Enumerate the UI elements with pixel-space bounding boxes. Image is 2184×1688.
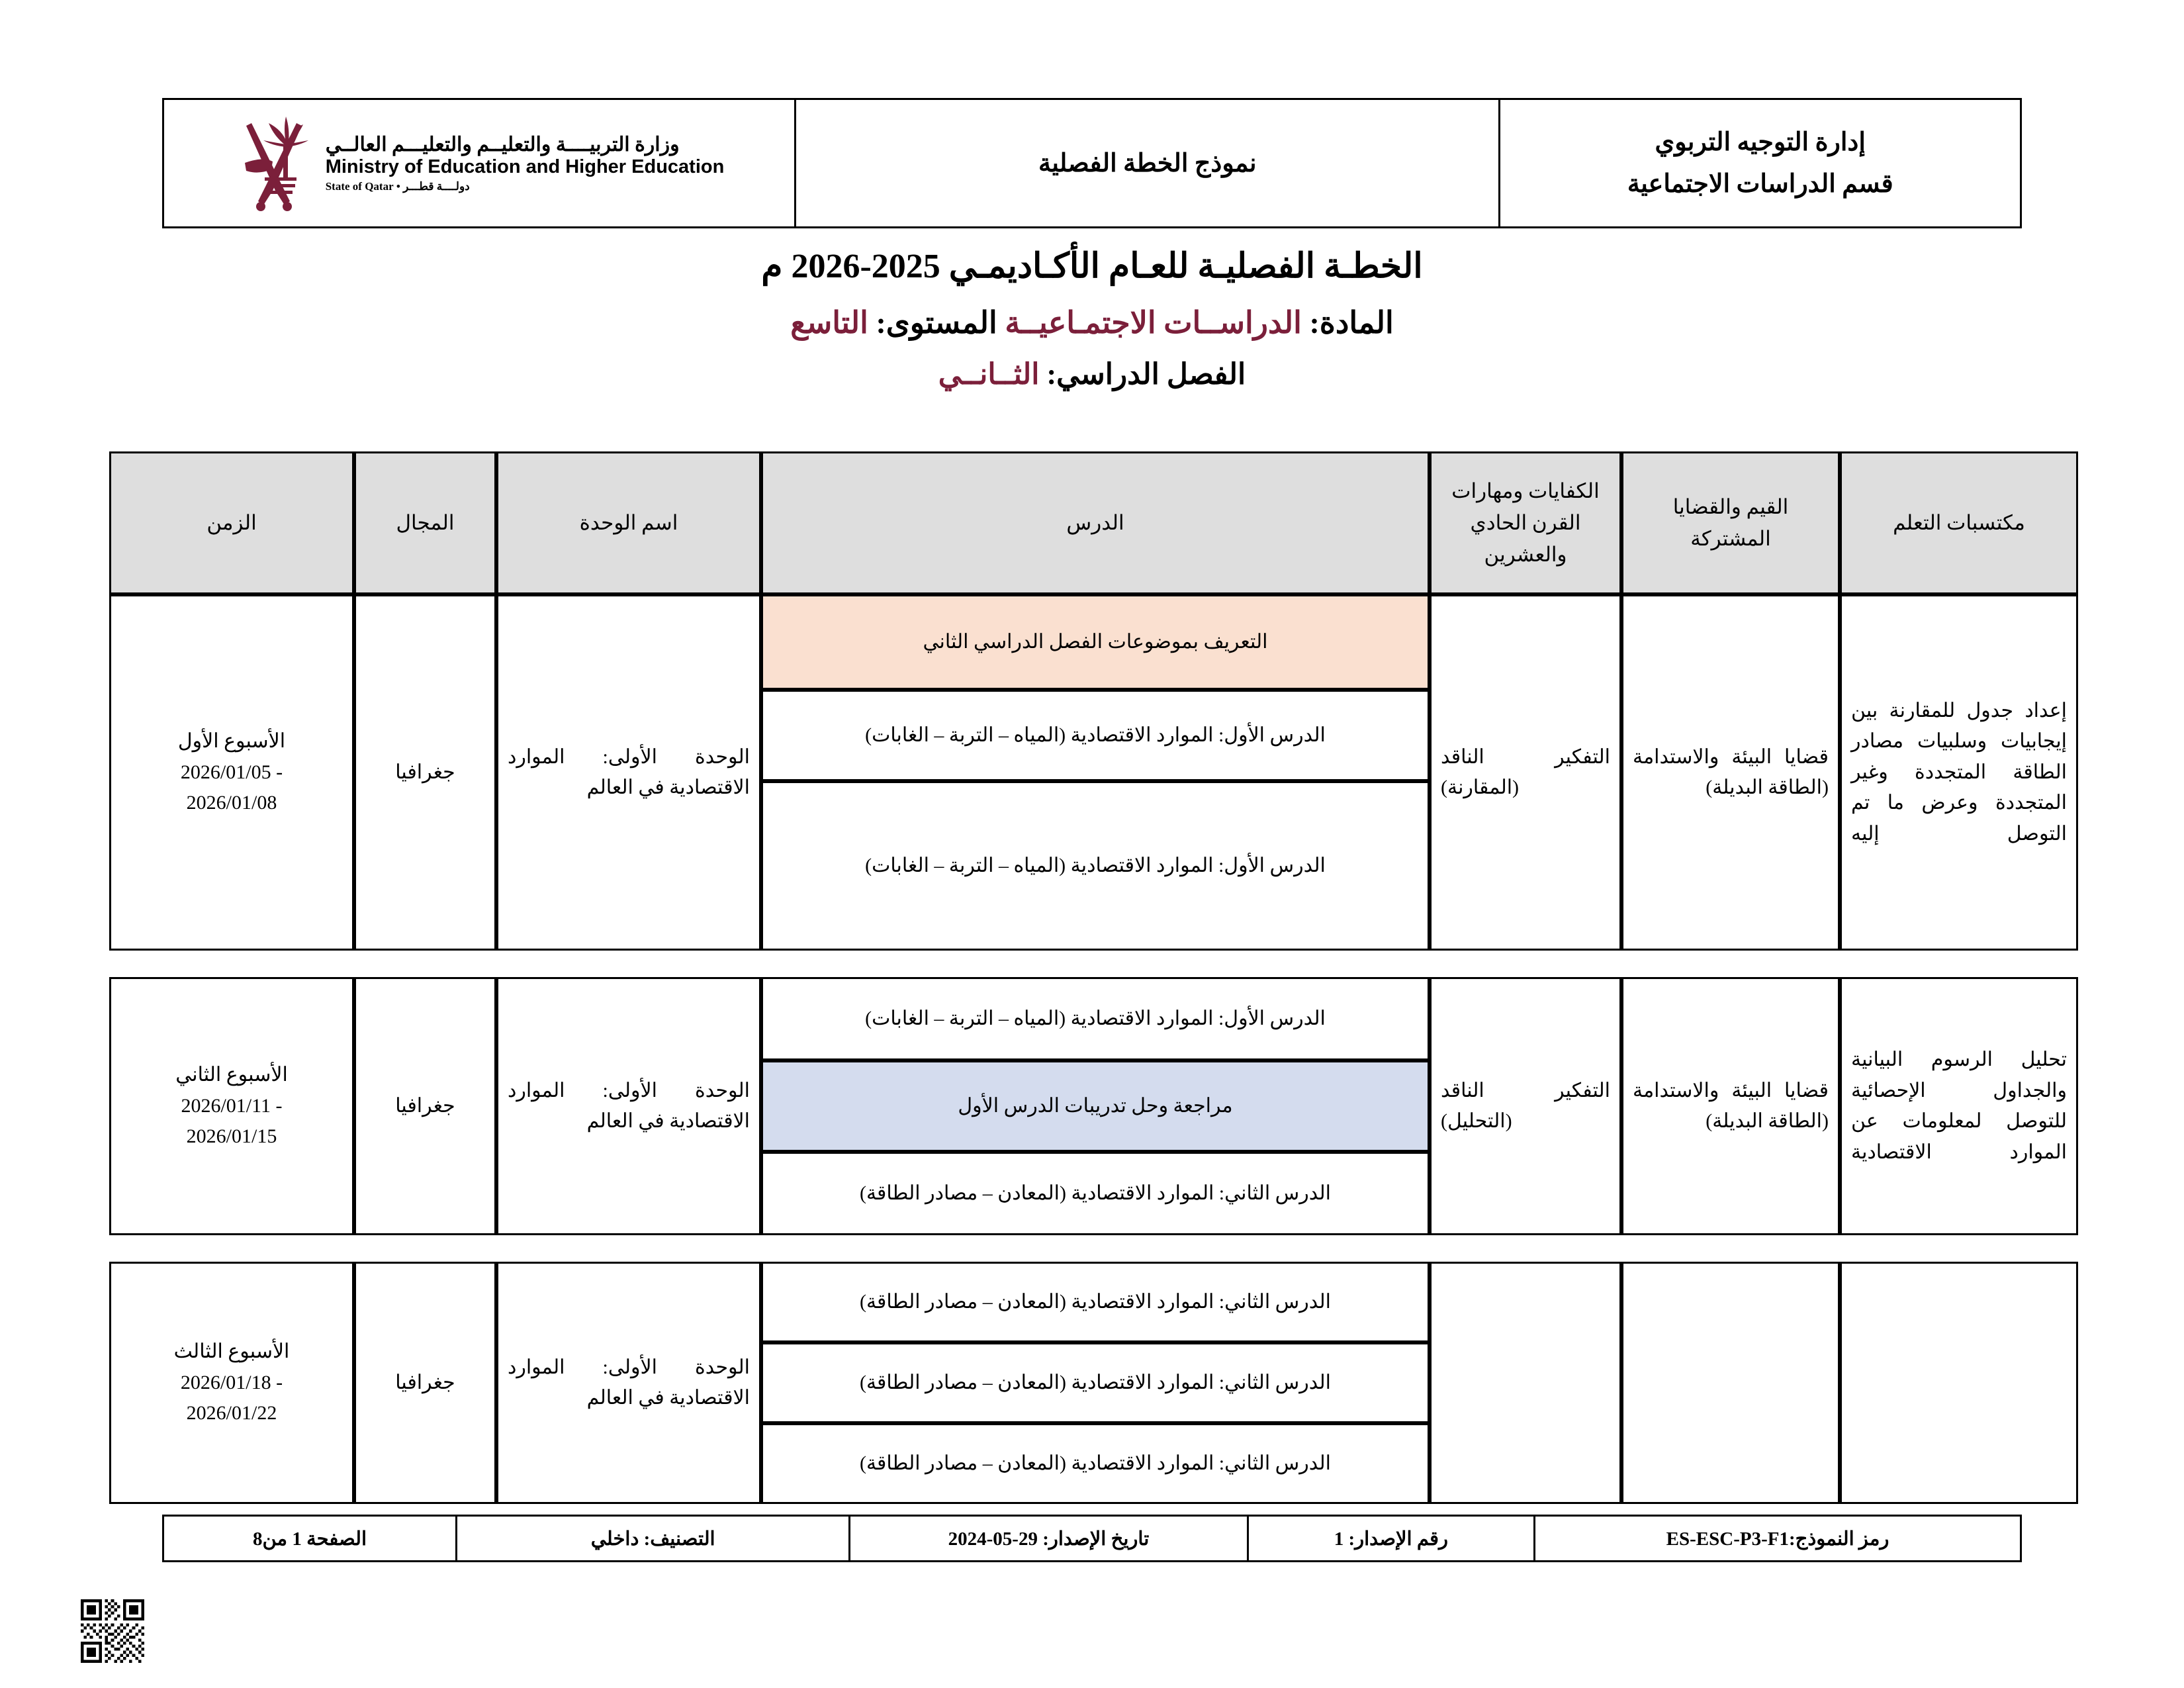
week-end-date: 2026/01/22 bbox=[186, 1402, 277, 1425]
subject-field-cell: جغرافيا bbox=[354, 1262, 496, 1504]
lesson-cell: الدرس الأول: الموارد الاقتصادية (المياه – التربة – الغابات) bbox=[761, 690, 1430, 781]
footer-row bbox=[163, 1516, 2021, 1562]
issue-date-cell: تاريخ الإصدار: 29-05-2024 bbox=[850, 1516, 1248, 1562]
department-line-2: قسم الدراسات الاجتماعية bbox=[1627, 169, 1893, 198]
block-spacer bbox=[109, 951, 2078, 977]
table-body bbox=[109, 594, 2078, 1504]
revision-number-cell: رقم الإصدار: 1 bbox=[1248, 1516, 1535, 1562]
lesson-cell: التعريف بموضوعات الفصل الدراسي الثاني bbox=[761, 594, 1430, 690]
competencies-skills-cell: التفكير الناقد (التحليل) bbox=[1430, 977, 1621, 1235]
level-label: المستوى: bbox=[876, 306, 997, 340]
learning-outcomes-cell: إعداد جدول للمقارنة بين إيجابيات وسلبيات مصادر الطاقة المتجددة وغير المتجددة وعرض ما تم التوصل إليه bbox=[1840, 594, 2078, 951]
column-header-values: القيم والقضايا المشتركة bbox=[1621, 451, 1840, 594]
competencies-skills-cell: التفكير الناقد (المقارنة) bbox=[1430, 594, 1621, 951]
time-period-cell bbox=[109, 977, 354, 1235]
semester-plan-table bbox=[109, 451, 2078, 1504]
department-line-1: إدارة التوجيه التربوي bbox=[1655, 128, 1866, 156]
subject-field-cell: جغرافيا bbox=[354, 594, 496, 951]
time-period-cell bbox=[109, 1262, 354, 1504]
qr-code-icon bbox=[81, 1599, 144, 1663]
column-header-unit: اسم الوحدة bbox=[496, 451, 761, 594]
ministry-logo-cell bbox=[163, 99, 796, 228]
values-issues-cell bbox=[1621, 1262, 1840, 1504]
block-spacer bbox=[109, 1235, 2078, 1262]
column-header-time: الزمن bbox=[109, 451, 354, 594]
lesson-cell: الدرس الثاني: الموارد الاقتصادية (المعادن – مصادر الطاقة) bbox=[761, 1152, 1430, 1235]
column-header-field: المجال bbox=[354, 451, 496, 594]
values-issues-cell: قضايا البيئة والاستدامة (الطاقة البديلة) bbox=[1621, 977, 1840, 1235]
semester-value: الثــانــي bbox=[938, 358, 1040, 391]
form-title-cell: نموذج الخطة الفصلية bbox=[796, 99, 1500, 228]
column-header-lesson: الدرس bbox=[761, 451, 1430, 594]
unit-name-cell: الوحدة الأولى: الموارد الاقتصادية في العالم bbox=[496, 1262, 761, 1504]
ministry-name-arabic: وزارة التربيــــة والتعليــم والتعليـــم العالــي bbox=[325, 134, 680, 156]
ministry-logo-text bbox=[326, 134, 725, 192]
lesson-cell: مراجعة وحل تدريبات الدرس الأول bbox=[761, 1060, 1430, 1152]
ministry-name-english: Ministry of Education and Higher Education bbox=[325, 156, 725, 178]
week-label: الأسبوع الأول bbox=[177, 730, 286, 753]
week-label: الأسبوع الثالث bbox=[173, 1340, 290, 1363]
column-header-skills: الكفايات ومهارات القرن الحادي والعشرين bbox=[1430, 451, 1621, 594]
level-value: التاسع bbox=[790, 306, 868, 340]
classification-cell: التصنيف: داخلي bbox=[457, 1516, 850, 1562]
document-footer-table bbox=[162, 1515, 2022, 1562]
column-header-outcomes: مكتسبات التعلم bbox=[1840, 451, 2078, 594]
competencies-skills-cell bbox=[1430, 1262, 1621, 1504]
lesson-cell: الدرس الثاني: الموارد الاقتصادية (المعادن – مصادر الطاقة) bbox=[761, 1423, 1430, 1504]
page-number-cell: الصفحة 1 من8 bbox=[163, 1516, 457, 1562]
table-row bbox=[109, 594, 2078, 690]
learning-outcomes-cell: تحليل الرسوم البيانية والجداول الإحصائية للتوصل لمعلومات عن الموارد الاقتصادية bbox=[1840, 977, 2078, 1235]
lesson-cell: الدرس الأول: الموارد الاقتصادية (المياه – التربة – الغابات) bbox=[761, 781, 1430, 951]
week-start-date: - 2026/01/11 bbox=[181, 1094, 283, 1117]
subject-level-line bbox=[162, 305, 2022, 340]
qatar-emblem-icon bbox=[234, 114, 314, 213]
subject-label: المادة: bbox=[1309, 306, 1394, 340]
document-header-table bbox=[162, 98, 2022, 228]
learning-outcomes-cell bbox=[1840, 1262, 2078, 1504]
form-code-cell: رمز النموذج:ES-ESC-P3-F1 bbox=[1535, 1516, 2021, 1562]
week-label: الأسبوع الثاني bbox=[175, 1064, 288, 1086]
lesson-cell: الدرس الثاني: الموارد الاقتصادية (المعادن – مصادر الطاقة) bbox=[761, 1262, 1430, 1342]
department-cell bbox=[1500, 99, 2021, 228]
lesson-cell: الدرس الأول: الموارد الاقتصادية (المياه – التربة – الغابات) bbox=[761, 977, 1430, 1060]
subject-field-cell: جغرافيا bbox=[354, 977, 496, 1235]
week-start-date: - 2026/01/05 bbox=[180, 761, 283, 783]
week-end-date: 2026/01/15 bbox=[186, 1125, 277, 1148]
lesson-cell: الدرس الثاني: الموارد الاقتصادية (المعادن – مصادر الطاقة) bbox=[761, 1342, 1430, 1423]
week-end-date: 2026/01/08 bbox=[186, 792, 277, 814]
unit-name-cell: الوحدة الأولى: الموارد الاقتصادية في العالم bbox=[496, 977, 761, 1235]
values-issues-cell: قضايا البيئة والاستدامة (الطاقة البديلة) bbox=[1621, 594, 1840, 951]
table-header-row bbox=[109, 451, 2078, 594]
ministry-logo bbox=[171, 109, 788, 218]
page-title: الخطـة الفصليـة للعـام الأكـاديمـي 2025-2026 م bbox=[761, 248, 1423, 285]
unit-name-cell: الوحدة الأولى: الموارد الاقتصادية في العالم bbox=[496, 594, 761, 951]
time-period-cell bbox=[109, 594, 354, 951]
semester-label: الفصل الدراسي: bbox=[1046, 358, 1246, 391]
header-row bbox=[163, 99, 2021, 228]
week-start-date: - 2026/01/18 bbox=[180, 1371, 283, 1393]
state-of-qatar-label: دولــــة قطـــر • State of Qatar bbox=[325, 179, 470, 193]
table-row bbox=[109, 977, 2078, 1060]
subject-value: الدراســات الاجتمـاعيــة bbox=[1005, 306, 1302, 340]
document-titles bbox=[162, 246, 2022, 391]
semester-line bbox=[162, 357, 2022, 391]
table-row bbox=[109, 1262, 2078, 1342]
